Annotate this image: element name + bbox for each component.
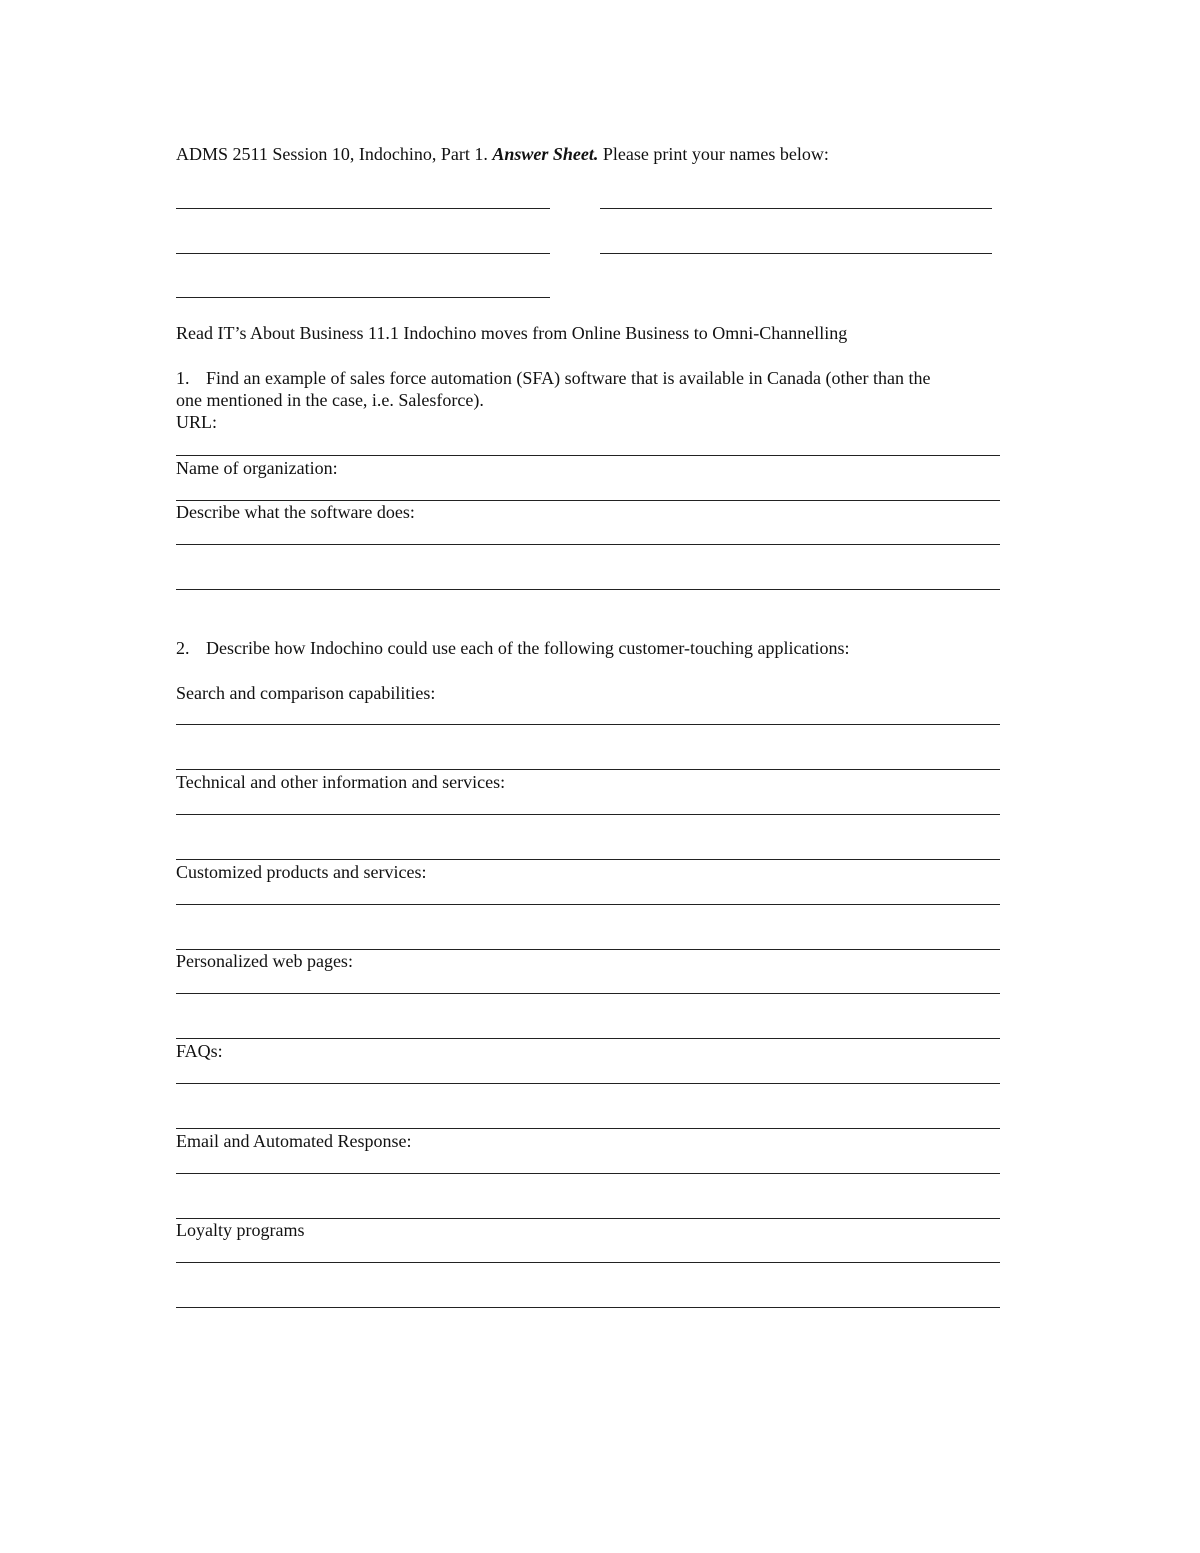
q1-describe-label: Describe what the software does: [176, 502, 415, 522]
q2-item-label: Personalized web pages: [176, 951, 353, 971]
header-prefix: ADMS 2511 Session 10, Indochino, Part 1. [176, 144, 488, 164]
q1-line-1 [176, 367, 930, 389]
q2-item-answer-line[interactable] [176, 769, 1000, 770]
q2-item-label: Loyalty programs [176, 1220, 305, 1240]
q2-item-label: Technical and other information and services: [176, 772, 506, 792]
name-line-5[interactable] [176, 297, 550, 298]
q2-item-answer-line[interactable] [176, 814, 1000, 815]
q2-item-answer-line[interactable] [176, 1083, 1000, 1084]
header-instruction: Please print your names below: [602, 144, 829, 164]
q2-item-label: Customized products and services: [176, 862, 427, 882]
q1-text-line1: Find an example of sales force automation (SFA) software that is available in Canada (other than the [206, 368, 931, 388]
q1-describe-line-1[interactable] [176, 544, 1000, 545]
q2-item-label: Email and Automated Response: [176, 1131, 412, 1151]
q1-url-label: URL: [176, 412, 218, 432]
q1-url-line[interactable] [176, 455, 1000, 456]
name-line-3[interactable] [176, 253, 550, 254]
reading-instruction: Read IT’s About Business 11.1 Indochino moves from Online Business to Omni-Channelling [176, 323, 848, 343]
q2-item-answer-line[interactable] [176, 993, 1000, 994]
name-line-1[interactable] [176, 208, 550, 209]
q1-org-label: Name of organization: [176, 458, 338, 478]
q2-item-label: FAQs: [176, 1041, 223, 1061]
answer-sheet-title: Answer Sheet. [492, 144, 599, 164]
q1-number: 1. [176, 368, 190, 388]
header-line [176, 143, 829, 165]
q2-item-answer-line[interactable] [176, 859, 1000, 860]
q2-item-answer-line[interactable] [176, 904, 1000, 905]
q1-text-line2: one mentioned in the case, i.e. Salesforce). [176, 390, 484, 410]
q2-item-answer-line[interactable] [176, 1128, 1000, 1129]
q2-text: Describe how Indochino could use each of the following customer-touching applications: [206, 638, 850, 658]
q2-item-answer-line[interactable] [176, 724, 1000, 725]
q2-item-label: Search and comparison capabilities: [176, 683, 436, 703]
name-line-2[interactable] [600, 208, 992, 209]
q2-number: 2. [176, 638, 190, 658]
name-line-4[interactable] [600, 253, 992, 254]
q2-item-answer-line[interactable] [176, 1262, 1000, 1263]
q1-describe-line-2[interactable] [176, 589, 1000, 590]
q2-line [176, 637, 849, 659]
q2-item-answer-line[interactable] [176, 1173, 1000, 1174]
q2-item-answer-line[interactable] [176, 1307, 1000, 1308]
q2-item-answer-line[interactable] [176, 1038, 1000, 1039]
